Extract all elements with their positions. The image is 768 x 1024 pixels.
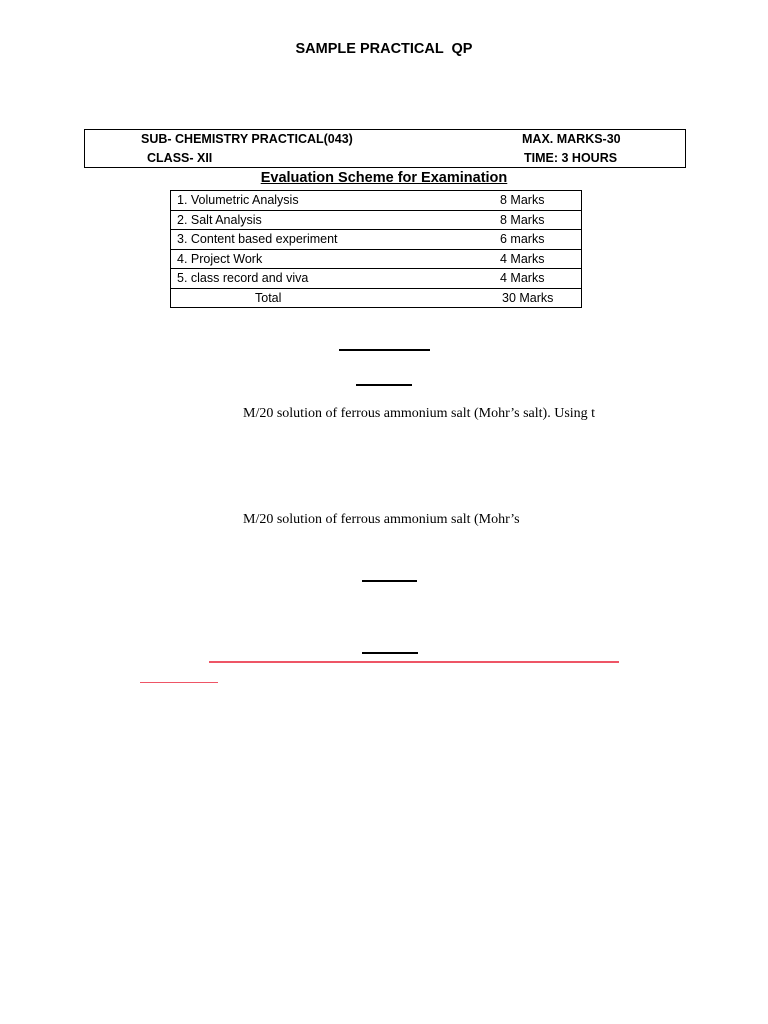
item-cell: 1. Volumetric Analysis: [171, 191, 501, 211]
total-label-cell: Total: [171, 288, 501, 308]
table-row: [171, 191, 582, 211]
marks-cell: 6 marks: [500, 230, 582, 250]
subject-label: SUB- CHEMISTRY PRACTICAL(043): [141, 132, 353, 146]
table-row: [171, 288, 582, 308]
evaluation-table: [170, 190, 582, 308]
question-text-line: M/20 solution of ferrous ammonium salt (Mohr’s: [243, 512, 520, 527]
page-title: SAMPLE PRACTICAL QP: [295, 41, 473, 57]
table-row: [171, 269, 582, 289]
exam-header-box: [84, 129, 686, 168]
red-underline: [209, 661, 619, 663]
marks-cell: 4 Marks: [500, 249, 582, 269]
total-marks-cell: 30 Marks: [500, 288, 582, 308]
table-row: [171, 249, 582, 269]
time-label: TIME: 3 HOURS: [524, 151, 618, 165]
marks-cell: 4 Marks: [500, 269, 582, 289]
evaluation-heading: Evaluation Scheme for Examination: [260, 170, 508, 186]
class-label: CLASS- XII: [147, 151, 213, 165]
item-cell: 2. Salt Analysis: [171, 210, 501, 230]
underline-blank: [339, 349, 430, 351]
underline-blank: [362, 652, 418, 654]
marks-cell: 8 Marks: [500, 191, 582, 211]
table-row: [171, 210, 582, 230]
item-cell: 3. Content based experiment: [171, 230, 501, 250]
underline-blank: [356, 384, 412, 386]
max-marks-label: MAX. MARKS-30: [522, 132, 621, 146]
marks-cell: 8 Marks: [500, 210, 582, 230]
item-cell: 4. Project Work: [171, 249, 501, 269]
item-cell: 5. class record and viva: [171, 269, 501, 289]
table-row: [171, 230, 582, 250]
underline-blank: [362, 580, 417, 582]
red-underline: [140, 682, 218, 683]
question-text-line: M/20 solution of ferrous ammonium salt (Mohr’s salt). Using t: [243, 406, 596, 421]
